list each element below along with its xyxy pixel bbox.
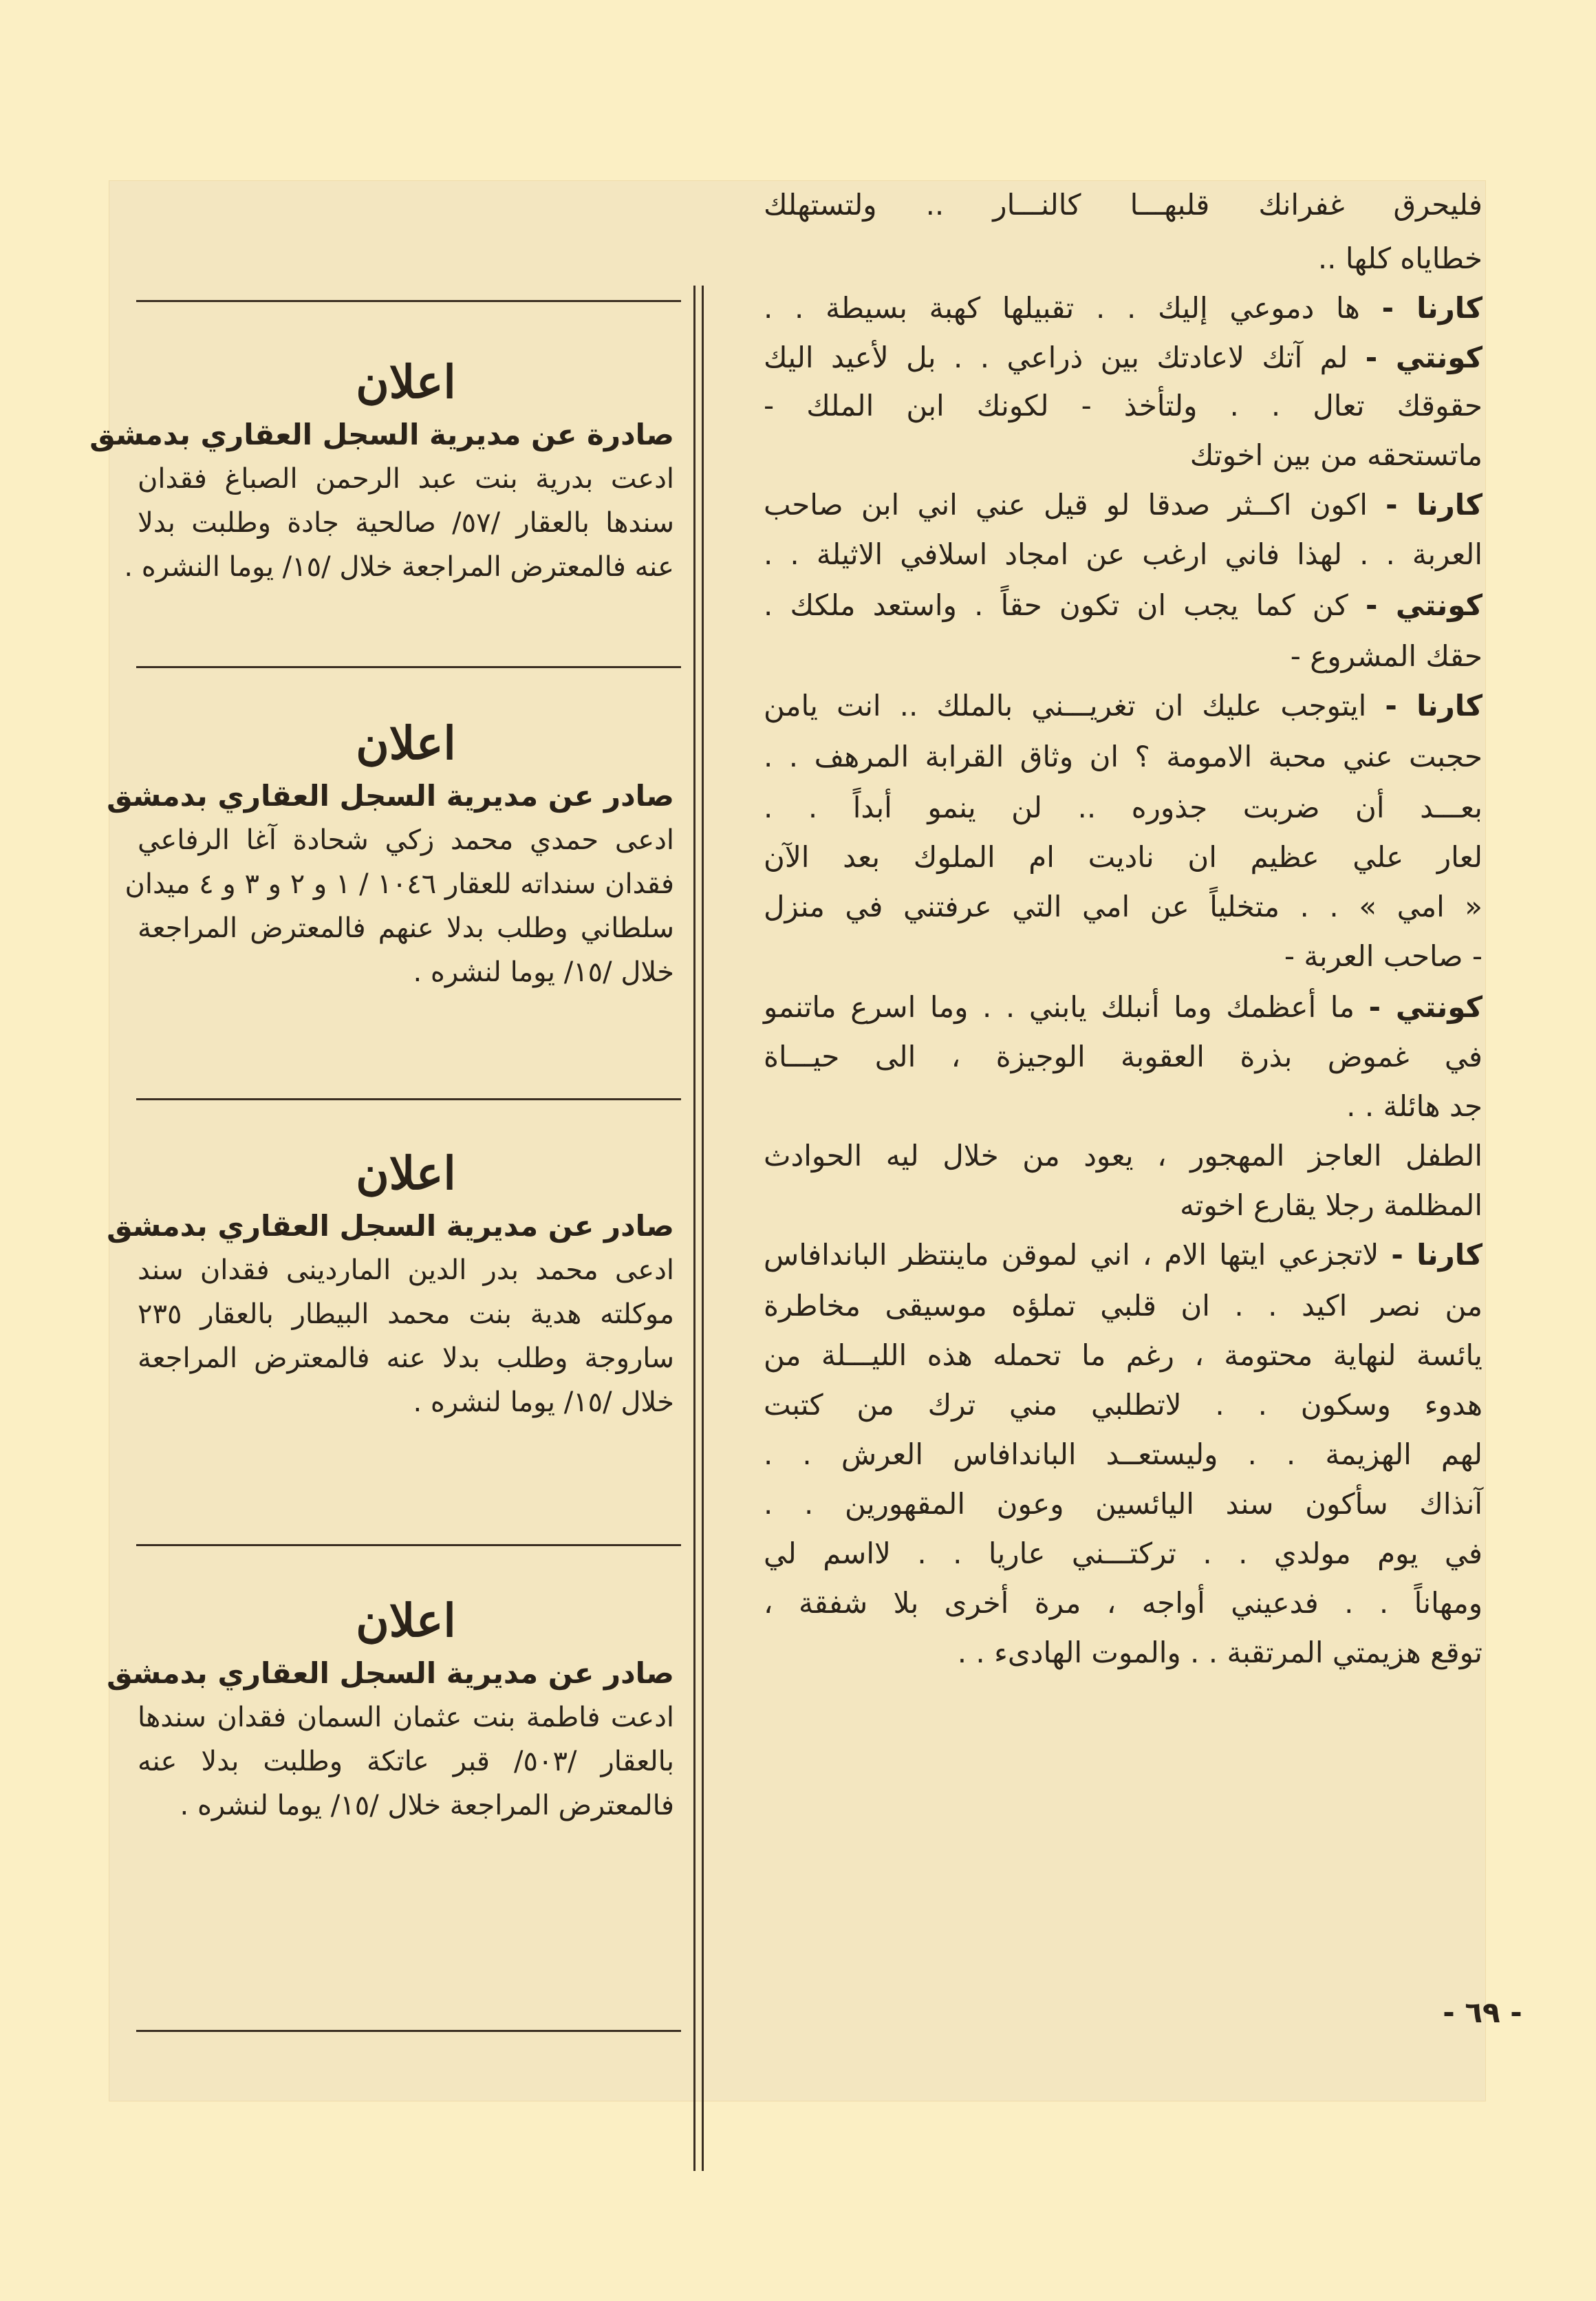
play-line-text: من نصر اكيد . . ان قلبي تملؤه موسيقى مخاطرة xyxy=(764,1289,1482,1323)
play-line xyxy=(764,1038,1482,1076)
notice-line: عنه فالمعترض المراجعة خلال /١٥/ يوما النشره . xyxy=(124,551,674,583)
notices-top-rule xyxy=(136,300,681,302)
notice-block xyxy=(107,1590,675,1828)
notice-line: بالعقار /٥٠٣/ قبر عاتكة وطلبت بدلا عنه xyxy=(138,1746,675,1777)
play-line xyxy=(764,239,1482,278)
notice-line: خلال /١٥/ يوما لنشره . xyxy=(413,956,674,988)
notice-line: ادعى محمد بدر الدين الماردينى فقدان سند xyxy=(138,1254,674,1286)
play-line xyxy=(764,1137,1482,1175)
notice-block xyxy=(107,1142,674,1424)
play-line-text: حقك المشروع - xyxy=(1290,639,1482,673)
play-line xyxy=(764,888,1482,926)
notice-block xyxy=(107,712,674,994)
notice-block xyxy=(89,351,674,589)
play-line-text: لهم الهزيمة . . وليستعــد الباندافاس العرش . . xyxy=(764,1437,1482,1471)
speaker-name: كونتي - xyxy=(1365,588,1483,622)
play-line-text: كن كما يجب ان تكون حقاً . واستعد ملكك . xyxy=(764,588,1348,622)
play-line-text: توقع هزيمتي المرتقبة . . والموت الهادىء . . xyxy=(957,1636,1482,1669)
notice-issuer: صادر عن مديرية السجل العقاري بدمشق xyxy=(107,1209,674,1243)
speaker-name: كارنا - xyxy=(1385,488,1482,522)
play-line-text: لعار علي عظيم ان ناديت ام الملوك بعد الآن xyxy=(764,840,1482,874)
play-line xyxy=(764,535,1482,574)
notice-separator-rule xyxy=(136,2030,681,2032)
play-line xyxy=(764,738,1482,776)
play-line xyxy=(764,1534,1482,1573)
notice-issuer: صادر عن مديرية السجل العقاري بدمشق xyxy=(107,1656,674,1690)
play-line-text: ومهاناً . . فدعيني أواجه ، مرة أخرى بلا شفقة ، xyxy=(764,1586,1482,1620)
notice-title: اعلان xyxy=(356,1594,456,1647)
play-line xyxy=(764,1236,1482,1274)
play-line xyxy=(764,937,1482,976)
play-line-text: في غموض بذرة العقوبة الوجيزة ، الى حيـــاة xyxy=(764,1040,1482,1073)
play-line xyxy=(764,988,1482,1027)
play-line-text: ايتوجب عليك ان تغريـــني بالملك .. انت يامن xyxy=(764,689,1367,723)
play-line-text: آنذاك سأكون سند اليائسين وعون المقهورين . . xyxy=(764,1487,1482,1521)
play-line xyxy=(764,687,1482,725)
play-line xyxy=(764,1435,1482,1474)
play-line xyxy=(764,1336,1482,1375)
notice-title: اعلان xyxy=(356,716,456,770)
play-line xyxy=(764,339,1482,377)
notice-line: فالمعترض المراجعة خلال /١٥/ يوما لنشره . xyxy=(180,1790,674,1821)
play-line xyxy=(764,1287,1482,1325)
play-line-text: هدوء وسكون . . لاتطلبي مني ترك من كتبت xyxy=(764,1388,1482,1422)
play-line xyxy=(764,186,1482,224)
speaker-name: كارنا - xyxy=(1385,689,1483,723)
notice-line: سندها بالعقار /٥٧/ صالحية جادة وطلبت بدلا xyxy=(138,507,674,539)
notice-line: ساروجة وطلب بدلا عنه فالمعترض المراجعة xyxy=(138,1342,674,1374)
play-line-text: العربة . . لهذا فاني ارغب عن امجاد اسلافي الاثيلة . . xyxy=(764,537,1482,571)
play-line-text: الطفل العاجز المهجور ، يعود من خلال ليه الحوادث xyxy=(764,1139,1482,1173)
play-line xyxy=(764,1584,1482,1623)
play-line-text: يائسة لنهاية محتومة ، رغم ما تحمله هذه الليـــلة من xyxy=(764,1338,1482,1372)
play-line-text: بعـــد أن ضربت جذوره .. لن ينمو أبداً . . xyxy=(764,791,1482,824)
notice-line: ادعت فاطمة بنت عثمان السمان فقدان سندها xyxy=(138,1702,674,1733)
play-line-text: حجبت عني محبة الامومة ؟ ان وثاق القرابة المرهف . . xyxy=(764,740,1482,773)
play-line xyxy=(764,436,1482,475)
notice-separator-rule xyxy=(136,1544,681,1546)
play-line-text: جد هائلة . . xyxy=(1346,1089,1482,1123)
play-line-text: في يوم مولدي . . تركتـــني عاريا . . لااسم لي xyxy=(764,1537,1482,1570)
speaker-name: كونتي - xyxy=(1368,990,1482,1024)
play-line xyxy=(764,387,1482,425)
play-text-column xyxy=(764,186,1482,2030)
play-line xyxy=(764,1087,1482,1126)
play-line-text: ماتستحقه من بين اخوتك xyxy=(1189,438,1482,472)
play-line xyxy=(764,289,1482,328)
play-line-text: ما أعظمك وما أنبلك يابني . . وما اسرع ماتنمو xyxy=(764,990,1355,1024)
play-line xyxy=(764,1186,1482,1225)
speaker-name: كونتي - xyxy=(1365,341,1482,374)
play-line xyxy=(764,586,1482,625)
column-divider-rule xyxy=(693,286,695,2171)
play-line-text: ها دموعي إليك . . تقبيلها كهبة بسيطة . . xyxy=(764,291,1360,325)
play-line-text: لم آتك لاعادتك بين ذراعي . . بل لأعيد اليك xyxy=(764,341,1348,374)
notice-line: ادعى حمدي محمد زكي شحادة آغا الرفاعي xyxy=(138,824,674,856)
play-line xyxy=(764,1634,1482,1672)
notice-title: اعلان xyxy=(356,1146,456,1200)
play-line-text: المظلمة رجلا يقارع اخوته xyxy=(1180,1188,1482,1222)
play-line-text: اكون اكــثر صدقا لو قيل عني اني ابن صاحب xyxy=(764,488,1368,522)
play-line xyxy=(764,789,1482,827)
play-line xyxy=(764,838,1482,877)
notice-issuer: صادر عن مديرية السجل العقاري بدمشق xyxy=(107,779,674,813)
play-line xyxy=(764,1386,1482,1424)
play-line xyxy=(764,637,1482,676)
speaker-name: كارنا - xyxy=(1381,291,1483,325)
notice-issuer: صادرة عن مديرية السجل العقاري بدمشق xyxy=(89,418,674,451)
notice-title: اعلان xyxy=(356,355,456,409)
speaker-name: كارنا - xyxy=(1391,1238,1483,1272)
notice-line: خلال /١٥/ يوما لنشره . xyxy=(413,1387,674,1418)
column-divider-rule xyxy=(702,286,704,2171)
play-line-text: لاتجزعي ايتها الام ، اني لموقن ماينتظر الباندافاس xyxy=(764,1238,1379,1272)
page-number: - ٦٩ - xyxy=(1443,1995,1522,2029)
play-line-text: فليحرق غفرانك قلبهـــا كالنـــار .. ولتستهلك xyxy=(764,188,1482,222)
play-line xyxy=(764,1485,1482,1523)
play-line-text: خطاياه كلها .. xyxy=(1317,242,1482,275)
play-line-text: حقوقك تعال . . ولتأخذ - لكونك ابن الملك - xyxy=(764,389,1482,422)
notice-line: فقدان سنداته للعقار ١٠٤٦ / ١ و ٢ و ٣ و ٤ ميدان xyxy=(125,868,674,900)
play-line-text: « امي » . . متخلياً عن امي التي عرفتني في منزل xyxy=(764,890,1482,923)
notice-line: ادعت بدرية بنت عبد الرحمن الصباغ فقدان xyxy=(138,463,674,495)
play-line-text: - صاحب العربة - xyxy=(1284,939,1482,973)
notice-line: سلطاني وطلب بدلا عنهم فالمعترض المراجعة xyxy=(138,912,674,944)
play-line xyxy=(764,486,1482,524)
notice-separator-rule xyxy=(136,666,681,668)
notice-separator-rule xyxy=(136,1098,681,1100)
notice-line: موكلته هدية بنت محمد البيطار بالعقار ٢٣٥ xyxy=(138,1298,674,1330)
